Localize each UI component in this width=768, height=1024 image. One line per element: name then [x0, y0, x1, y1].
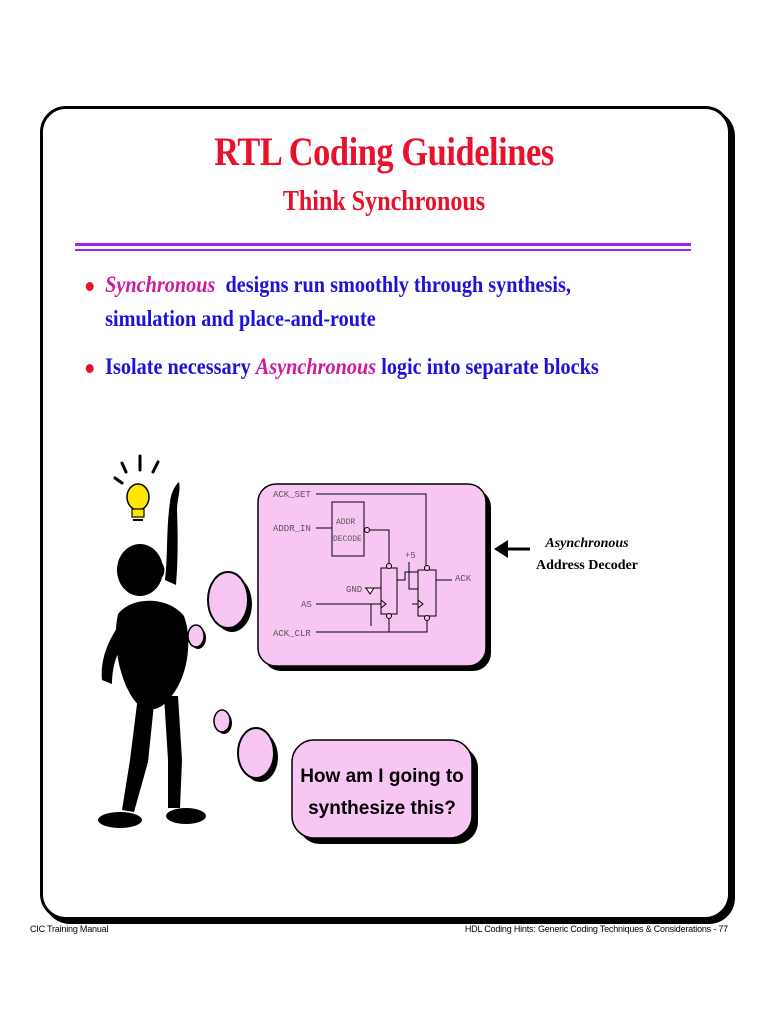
bullet-text: designs run smoothly through synthesis, — [215, 272, 571, 297]
decoder-label-line1: ADDR — [336, 518, 356, 527]
bullet-emphasis: Synchronous — [105, 272, 216, 297]
slide-title: RTL Coding Guidelines — [214, 129, 554, 174]
bullet-text: Isolate necessary — [105, 354, 256, 379]
lightbulb-icon — [115, 456, 158, 520]
stick-figure — [98, 482, 206, 828]
signal-ack-set: ACK_SET — [273, 490, 311, 500]
flip-flop-2 — [418, 570, 436, 616]
speech-bubble — [292, 740, 472, 838]
arrow-left-icon — [494, 540, 530, 558]
footer-right: HDL Coding Hints: Generic Coding Techniques & Considerations - 77 — [464, 924, 728, 934]
slide-subtitle: Think Synchronous — [282, 186, 486, 217]
signal-ack: ACK — [455, 574, 472, 584]
bullet-emphasis: Asynchronous — [255, 354, 377, 379]
footer-left: CIC Training Manual — [30, 924, 109, 934]
speech-line2: synthesize this? — [308, 798, 456, 819]
bullet-text-continued: simulation and place-and-route — [105, 306, 376, 331]
signal-as: AS — [301, 600, 312, 610]
signal-vcc: +5 — [405, 551, 416, 561]
signal-addr-in: ADDR_IN — [273, 524, 311, 534]
speech-line1: How am I going to — [300, 766, 464, 787]
signal-gnd: GND — [346, 585, 363, 595]
annotation-line1: Asynchronous — [545, 536, 629, 551]
decoder-label-line2: DECODE — [333, 535, 362, 544]
signal-ack-clr: ACK_CLR — [273, 629, 311, 639]
flip-flop-1 — [381, 568, 397, 614]
annotation-line2: Address Decoder — [535, 558, 639, 573]
bullet-text: logic into separate blocks — [376, 354, 599, 379]
address-decoder-box — [332, 502, 364, 556]
